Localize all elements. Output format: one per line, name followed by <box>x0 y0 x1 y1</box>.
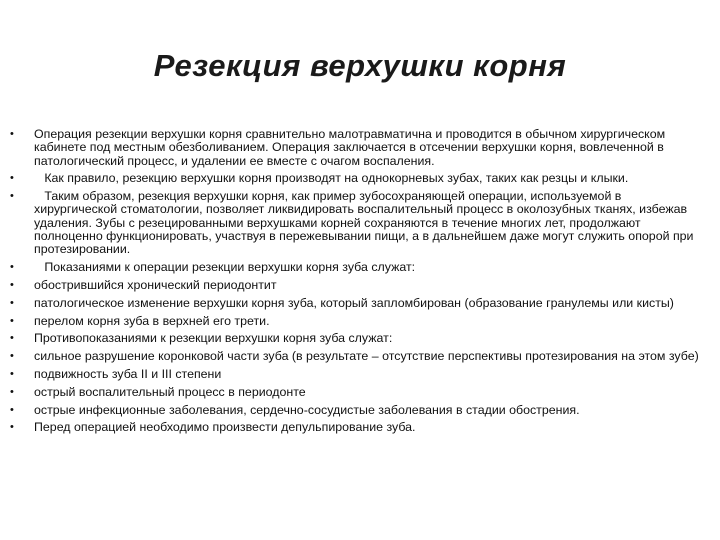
list-item <box>10 128 700 168</box>
bullet-dot-icon: • <box>10 332 14 345</box>
bullet-text: патологическое изменение верхушки корня зуба, который запломбирован (образование гранулемы или кисты) <box>34 295 674 310</box>
bullet-text: обострившийся хронический периодонтит <box>34 277 277 292</box>
bullet-dot-icon: • <box>10 403 14 416</box>
list-item <box>10 261 700 274</box>
bullet-dot-icon: • <box>10 385 14 398</box>
bullet-dot-icon: • <box>10 261 14 274</box>
bullet-text: острый воспалительный процесс в периодонте <box>34 384 306 399</box>
bullet-text: Таким образом, резекция верхушки корня, как пример зубосохраняющей операции, используемой в хирургической стоматологии, позволяет ликвидировать воспалительный процесс в околозубных тканях, избежав удаления. Зубы с резецированными верхушками корней сохраняются в течение многих лет, продолжают полноценно функционировать, участвуя в пережевывании пищи, а в дальнейшем даже могут служить опорой при протезировании. <box>34 189 697 257</box>
list-item <box>10 297 700 310</box>
bullet-dot-icon: • <box>10 296 14 309</box>
bullet-text: Противопоказаниями к резекции верхушки корня зуба служат: <box>34 331 393 346</box>
bullet-dot-icon: • <box>10 190 14 203</box>
slide-title: Резекция верхушки корня <box>153 48 567 83</box>
list-item <box>10 386 700 399</box>
bullet-dot-icon: • <box>10 367 14 380</box>
bullet-dot-icon: • <box>10 278 14 291</box>
bullet-dot-icon: • <box>10 172 14 185</box>
bullet-text: Операция резекции верхушки корня сравнительно малотравматична и проводится в обычном хирургическом кабинете под местным обезболиванием. Операция заключается в отсечении верхушки корня, вовлеченной в патологический процесс, и удалении ее вместе с очагом воспаления. <box>34 127 669 168</box>
list-item <box>10 332 700 345</box>
list-item <box>10 172 700 185</box>
bullet-list <box>10 128 700 439</box>
list-item <box>10 315 700 328</box>
list-item <box>10 190 700 256</box>
list-item <box>10 279 700 292</box>
bullet-dot-icon: • <box>10 314 14 327</box>
list-item <box>10 350 700 363</box>
bullet-dot-icon: • <box>10 128 14 140</box>
list-item <box>10 368 700 381</box>
bullet-text: сильное разрушение коронковой части зуба (в результате – отсутствие перспективы протезирования на этом зубе) <box>34 349 699 364</box>
bullet-text: острые инфекционные заболевания, сердечно-сосудистые заболевания в стадии обострения. <box>34 402 580 417</box>
bullet-text: перелом корня зуба в верхней его трети. <box>34 313 270 328</box>
bullet-text: Как правило, резекцию верхушки корня производят на однокорневых зубах, таких как резцы и клыки. <box>34 171 629 186</box>
bullet-dot-icon: • <box>10 350 14 363</box>
bullet-text: Перед операцией необходимо произвести депульпирование зуба. <box>34 420 416 435</box>
list-item <box>10 421 700 434</box>
list-item <box>10 404 700 417</box>
bullet-dot-icon: • <box>10 421 14 434</box>
bullet-text: Показаниями к операции резекции верхушки корня зуба служат: <box>34 260 416 275</box>
bullet-text: подвижность зуба II и III степени <box>34 366 222 381</box>
